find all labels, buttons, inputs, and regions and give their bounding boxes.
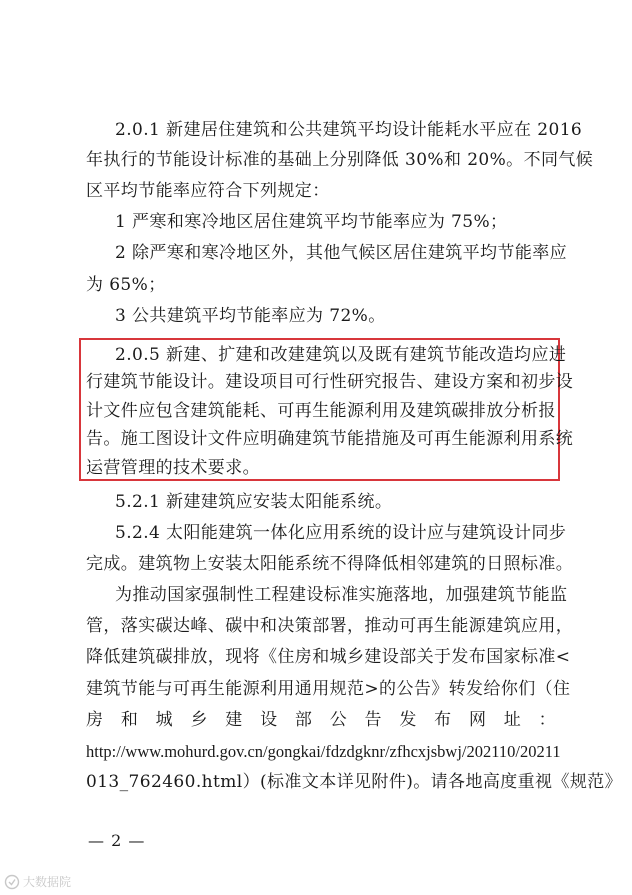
text-line-16: 为推动国家强制性工程建设标准实施落地，加强建筑节能监	[115, 585, 568, 605]
watermark-text: 大数据院	[23, 875, 72, 889]
text-line-1: 2.0.1 新建居住建筑和公共建筑平均设计能耗水平应在 2016	[115, 120, 583, 140]
text-line-18: 降低建筑碳排放，现将《住房和城乡建设部关于发布国家标准<	[86, 647, 571, 667]
text-line-3: 区平均节能率应符合下列规定：	[86, 181, 330, 201]
text-line-6: 为 65%；	[86, 275, 166, 295]
watermark	[4, 873, 71, 890]
text-line-10: 计文件应包含建筑能耗、可再生能源利用及建筑碳排放分析报	[86, 401, 556, 421]
text-line-17: 管，落实碳达峰、碳中和决策部署，推动可再生能源建筑应用，	[86, 616, 574, 636]
text-line-22: 013_762460.html）(标准文本详见附件)。请各地高度重视《规范》	[86, 772, 623, 792]
text-line-11: 告。施工图设计文件应明确建筑节能措施及可再生能源利用系统	[86, 429, 574, 449]
text-line-20: 房 和 城 乡 建 设 部 公 告 发 布 网 址 ：	[86, 710, 556, 730]
text-line-19: 建筑节能与可再生能源利用通用规范>的公告》转发给你们（住	[86, 679, 571, 699]
text-line-4: 1 严寒和寒冷地区居住建筑平均节能率应为 75%；	[115, 212, 508, 232]
text-line-14: 5.2.4 太阳能建筑一体化应用系统的设计应与建筑设计同步	[115, 523, 567, 543]
text-line-8: 2.0.5 新建、扩建和改建建筑以及既有建筑节能改造均应进	[115, 345, 567, 365]
text-line-7: 3 公共建筑平均节能率应为 72%。	[115, 306, 386, 326]
text-line-2: 年执行的节能设计标准的基础上分别降低 30%和 20%。不同气候	[86, 150, 594, 170]
text-line-9: 行建筑节能设计。建设项目可行性研究报告、建设方案和初步设	[86, 372, 574, 392]
watermark-logo-icon	[4, 874, 20, 890]
url-line: http://www.mohurd.gov.cn/gongkai/fdzdgknr/zfhcxjsbwj/202110/20211	[86, 742, 561, 761]
page-number: — 2 —	[88, 831, 146, 850]
text-line-15: 完成。建筑物上安装太阳能系统不得降低相邻建筑的日照标准。	[86, 554, 574, 574]
text-line-13: 5.2.1 新建建筑应安装太阳能系统。	[115, 492, 393, 512]
text-line-5: 2 除严寒和寒冷地区外，其他气候区居住建筑平均节能率应	[115, 243, 568, 263]
text-line-12: 运营管理的技术要求。	[86, 458, 260, 478]
